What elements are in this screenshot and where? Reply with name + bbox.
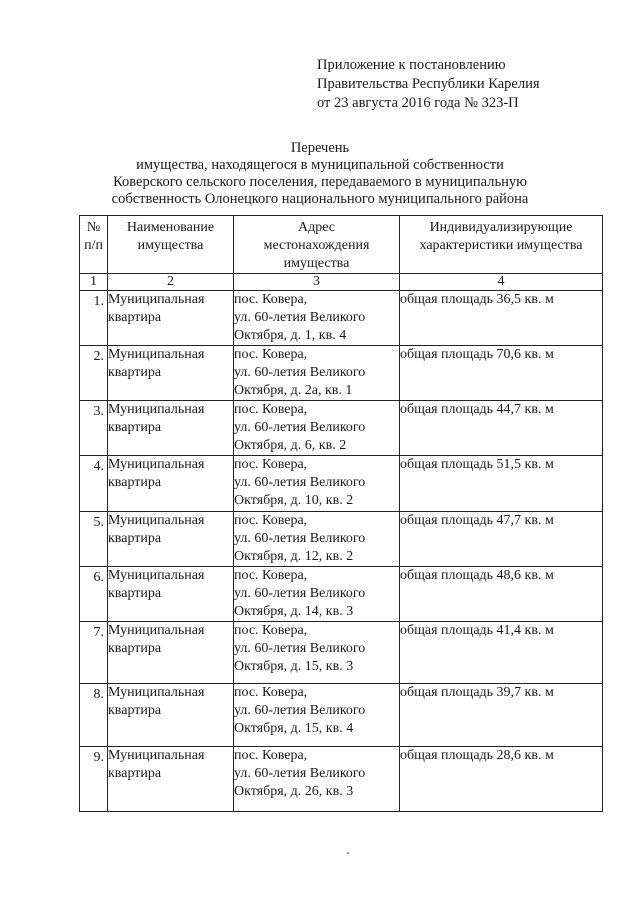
property-address-line: пос. Ковера, <box>234 568 308 583</box>
property-address-line: Октября, д. 6, кв. 2 <box>234 438 347 453</box>
property-address-line: Октября, д. 2а, кв. 1 <box>234 383 353 398</box>
header-characteristics <box>400 216 603 274</box>
property-address <box>234 456 400 512</box>
property-name-line: Муниципальная <box>108 748 205 763</box>
property-address <box>234 684 400 747</box>
heading-title: Перечень <box>290 140 350 156</box>
property-characteristics: общая площадь 44,7 кв. м <box>400 401 603 456</box>
property-characteristics: общая площадь 41,4 кв. м <box>400 622 603 684</box>
header-address-line: Адрес <box>297 220 335 235</box>
property-address-line: ул. 60-летия Великого <box>234 641 366 656</box>
property-address <box>234 747 400 812</box>
property-name-line: квартира <box>108 531 162 546</box>
property-address-line: Октября, д. 15, кв. 3 <box>234 659 354 674</box>
column-number: 4 <box>400 274 603 291</box>
row-number: 3. <box>80 401 108 456</box>
property-address-line: пос. Ковера, <box>234 513 308 528</box>
header-num-line: № <box>86 220 101 235</box>
property-address <box>234 622 400 684</box>
property-name <box>108 456 234 512</box>
property-address-line: Октября, д. 26, кв. 3 <box>234 784 354 799</box>
header-num-line: п/п <box>84 238 103 253</box>
property-name-line: Муниципальная <box>108 685 205 700</box>
table-body <box>80 291 603 812</box>
property-name-line: Муниципальная <box>108 568 205 583</box>
column-number: 2 <box>108 274 234 291</box>
property-address <box>234 401 400 456</box>
column-numbers-row <box>80 274 603 291</box>
row-number: 2. <box>80 346 108 401</box>
property-name-line: Муниципальная <box>108 292 205 307</box>
property-address-line: пос. Ковера, <box>234 347 308 362</box>
property-name <box>108 401 234 456</box>
property-address-line: пос. Ковера, <box>234 623 308 638</box>
row-number: 7. <box>80 622 108 684</box>
property-table <box>79 215 603 812</box>
property-name <box>108 747 234 812</box>
property-address-line: пос. Ковера, <box>234 402 308 417</box>
property-address-line: Октября, д. 15, кв. 4 <box>234 721 354 736</box>
column-number: 1 <box>80 274 108 291</box>
header-name-line: Наименование <box>126 220 215 235</box>
property-address-line: ул. 60-летия Великого <box>234 586 366 601</box>
header-address-line: местонахождения <box>263 238 370 253</box>
property-name-line: Муниципальная <box>108 513 205 528</box>
row-number: 6. <box>80 567 108 622</box>
property-address-line: ул. 60-летия Великого <box>234 766 366 781</box>
property-name-line: квартира <box>108 703 162 718</box>
property-name-line: квартира <box>108 586 162 601</box>
property-address-line: ул. 60-летия Великого <box>234 475 366 490</box>
property-characteristics: общая площадь 51,5 кв. м <box>400 456 603 512</box>
property-address-line: пос. Ковера, <box>234 748 308 763</box>
property-characteristics: общая площадь 47,7 кв. м <box>400 512 603 567</box>
table-row <box>80 567 603 622</box>
header-name <box>108 216 234 274</box>
property-address <box>234 567 400 622</box>
property-name-line: Муниципальная <box>108 457 205 472</box>
table-row <box>80 346 603 401</box>
property-name-line: квартира <box>108 475 162 490</box>
property-address <box>234 291 400 346</box>
property-name <box>108 622 234 684</box>
property-name <box>108 346 234 401</box>
property-characteristics: общая площадь 70,6 кв. м <box>400 346 603 401</box>
property-name <box>108 684 234 747</box>
property-address-line: Октября, д. 10, кв. 2 <box>234 493 354 508</box>
table-row <box>80 622 603 684</box>
property-name-line: Муниципальная <box>108 347 205 362</box>
row-number: 5. <box>80 512 108 567</box>
heading-line-1: имущества, находящегося в муниципальной собственности <box>136 157 504 173</box>
property-name <box>108 567 234 622</box>
property-characteristics: общая площадь 28,6 кв. м <box>400 747 603 812</box>
property-address-line: Октября, д. 12, кв. 2 <box>234 549 354 564</box>
property-address-line: пос. Ковера, <box>234 685 308 700</box>
property-characteristics: общая площадь 36,5 кв. м <box>400 291 603 346</box>
property-name-line: квартира <box>108 420 162 435</box>
table-row <box>80 684 603 747</box>
scan-speck <box>347 852 349 854</box>
appendix-block <box>317 56 540 113</box>
row-number: 4. <box>80 456 108 512</box>
property-name-line: квартира <box>108 641 162 656</box>
row-number: 1. <box>80 291 108 346</box>
property-name <box>108 291 234 346</box>
property-characteristics: общая площадь 48,6 кв. м <box>400 567 603 622</box>
appendix-line-2: Правительства Республики Карелия <box>317 76 540 92</box>
table-row <box>80 456 603 512</box>
header-characteristics-line: характеристики имущества <box>419 238 583 253</box>
header-name-line: имущества <box>137 238 204 253</box>
property-characteristics: общая площадь 39,7 кв. м <box>400 684 603 747</box>
header-address <box>234 216 400 274</box>
appendix-line-1: Приложение к постановлению <box>317 57 506 73</box>
property-address-line: ул. 60-летия Великого <box>234 310 366 325</box>
property-name-line: Муниципальная <box>108 402 205 417</box>
property-address-line: Октября, д. 1, кв. 4 <box>234 328 347 343</box>
header-num <box>80 216 108 274</box>
property-name-line: Муниципальная <box>108 623 205 638</box>
heading-line-3: собственность Олонецкого национального муниципального района <box>111 191 529 207</box>
heading-line-2: Коверского сельского поселения, передаваемого в муниципальную <box>113 174 527 190</box>
header-characteristics-line: Индивидуализирующие <box>429 220 573 235</box>
column-number: 3 <box>234 274 400 291</box>
table-row <box>80 401 603 456</box>
table-row <box>80 512 603 567</box>
property-address-line: Октября, д. 14, кв. 3 <box>234 604 354 619</box>
property-name-line: квартира <box>108 365 162 380</box>
property-address-line: ул. 60-летия Великого <box>234 420 366 435</box>
property-name <box>108 512 234 567</box>
property-address-line: ул. 60-летия Великого <box>234 531 366 546</box>
property-address-line: ул. 60-летия Великого <box>234 703 366 718</box>
row-number: 9. <box>80 747 108 812</box>
document-heading <box>60 140 580 208</box>
appendix-line-3: от 23 августа 2016 года № 323-П <box>317 95 519 111</box>
property-name-line: квартира <box>108 766 162 781</box>
table-row <box>80 747 603 812</box>
property-address-line: пос. Ковера, <box>234 292 308 307</box>
table-row <box>80 291 603 346</box>
property-address <box>234 512 400 567</box>
property-address <box>234 346 400 401</box>
property-address-line: пос. Ковера, <box>234 457 308 472</box>
row-number: 8. <box>80 684 108 747</box>
property-name-line: квартира <box>108 310 162 325</box>
property-address-line: ул. 60-летия Великого <box>234 365 366 380</box>
header-address-line: имущества <box>283 256 350 271</box>
table-header-row <box>80 216 603 274</box>
